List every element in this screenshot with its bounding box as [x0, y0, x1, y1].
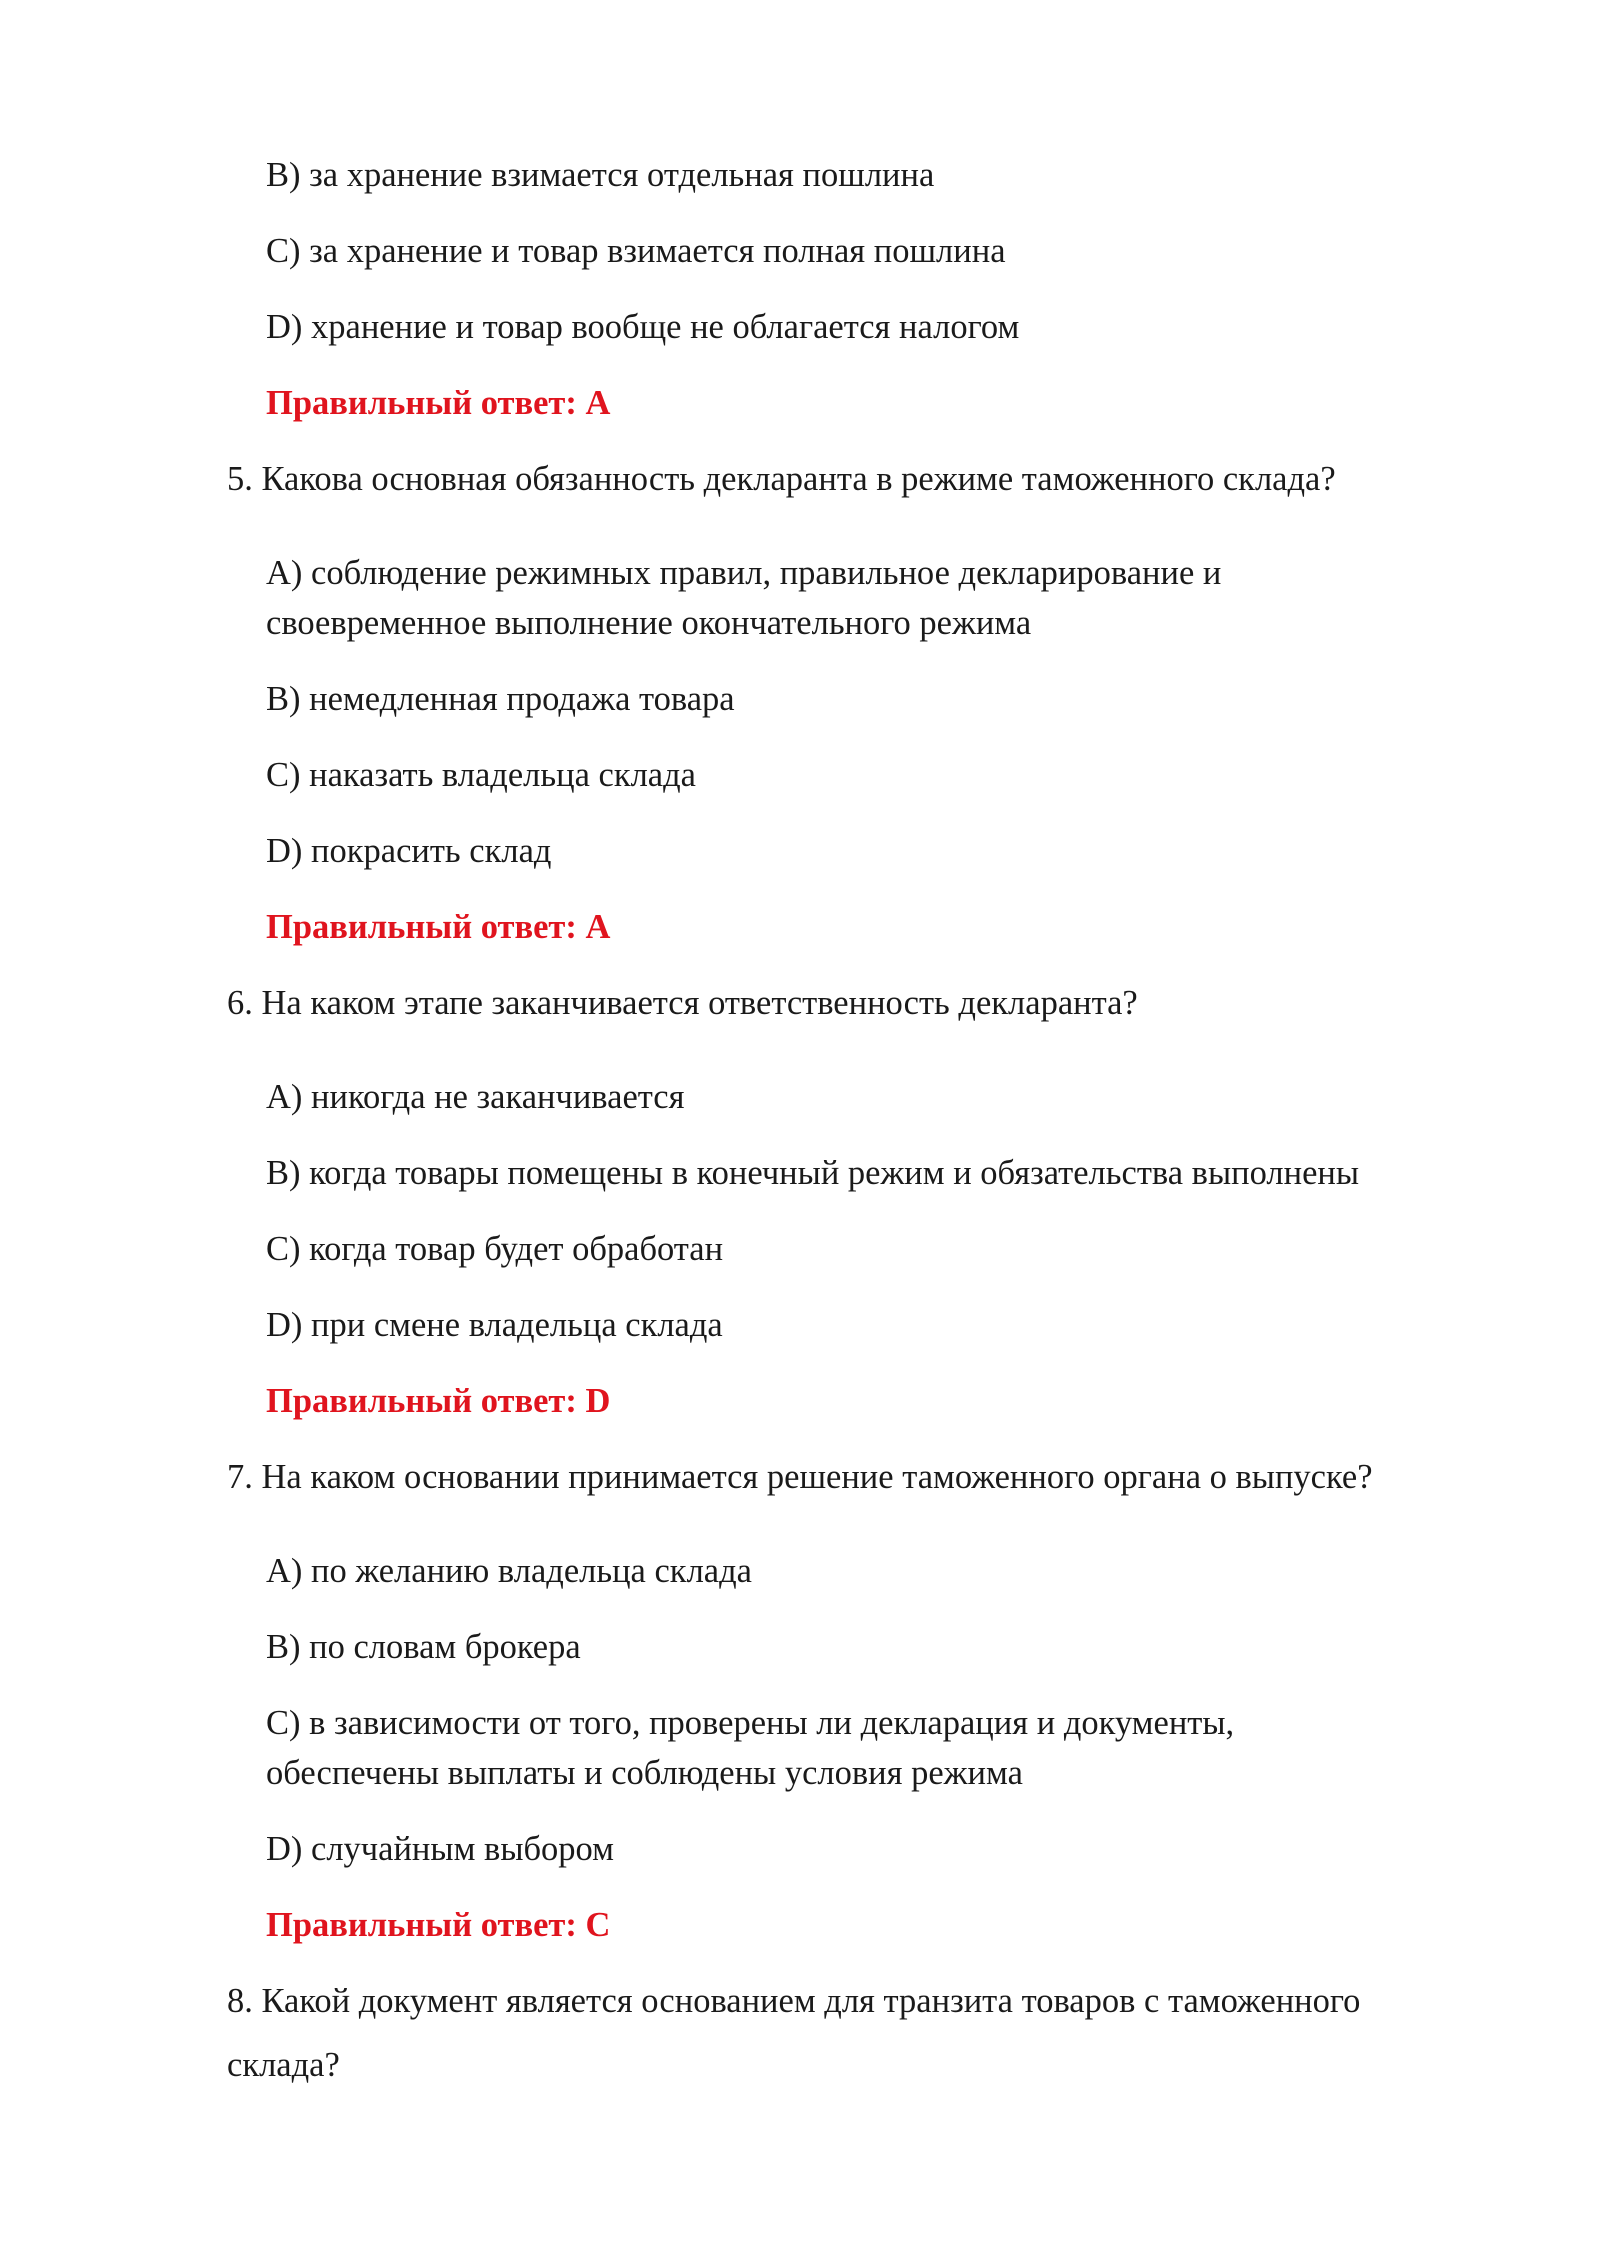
q7-question: 7. На каком основании принимается решение таможенного органа о выпуске?	[227, 1458, 1373, 1496]
q7-correct-answer: Правильный ответ: C	[266, 1906, 611, 1944]
q6-question: 6. На каком этапе заканчивается ответственность декларанта?	[227, 984, 1138, 1022]
q4-option-b: B) за хранение взимается отдельная пошлина	[266, 156, 935, 194]
q6-option-a: A) никогда не заканчивается	[266, 1078, 685, 1116]
q7-option-b: B) по словам брокера	[266, 1628, 581, 1666]
q5-option-a-line2: своевременное выполнение окончательного режима	[266, 604, 1032, 642]
q6-option-b: B) когда товары помещены в конечный режим и обязательства выполнены	[266, 1154, 1360, 1192]
q7-option-a: A) по желанию владельца склада	[266, 1552, 752, 1590]
q6-option-c: C) когда товар будет обработан	[266, 1230, 724, 1268]
q5-correct-answer: Правильный ответ: A	[266, 908, 611, 946]
q8-question-line1: 8. Какой документ является основанием для транзита товаров с таможенного	[227, 1982, 1361, 2020]
q5-option-b: B) немедленная продажа товара	[266, 680, 735, 718]
q6-correct-answer: Правильный ответ: D	[266, 1382, 611, 1420]
q4-correct-answer: Правильный ответ: A	[266, 384, 611, 422]
q6-option-d: D) при смене владельца склада	[266, 1306, 723, 1344]
q5-option-c: C) наказать владельца склада	[266, 756, 696, 794]
q7-option-c-line2: обеспечены выплаты и соблюдены условия режима	[266, 1754, 1023, 1792]
q8-question-line2: склада?	[227, 2046, 340, 2084]
q5-question: 5. Какова основная обязанность декларанта в режиме таможенного склада?	[227, 460, 1336, 498]
q7-option-c-line1: C) в зависимости от того, проверены ли декларация и документы,	[266, 1704, 1235, 1742]
q4-option-c: C) за хранение и товар взимается полная пошлина	[266, 232, 1006, 270]
q5-option-a-line1: A) соблюдение режимных правил, правильное декларирование и	[266, 554, 1222, 592]
q5-option-d: D) покрасить склад	[266, 832, 552, 870]
q4-option-d: D) хранение и товар вообще не облагается налогом	[266, 308, 1020, 346]
q7-option-d: D) случайным выбором	[266, 1830, 614, 1868]
